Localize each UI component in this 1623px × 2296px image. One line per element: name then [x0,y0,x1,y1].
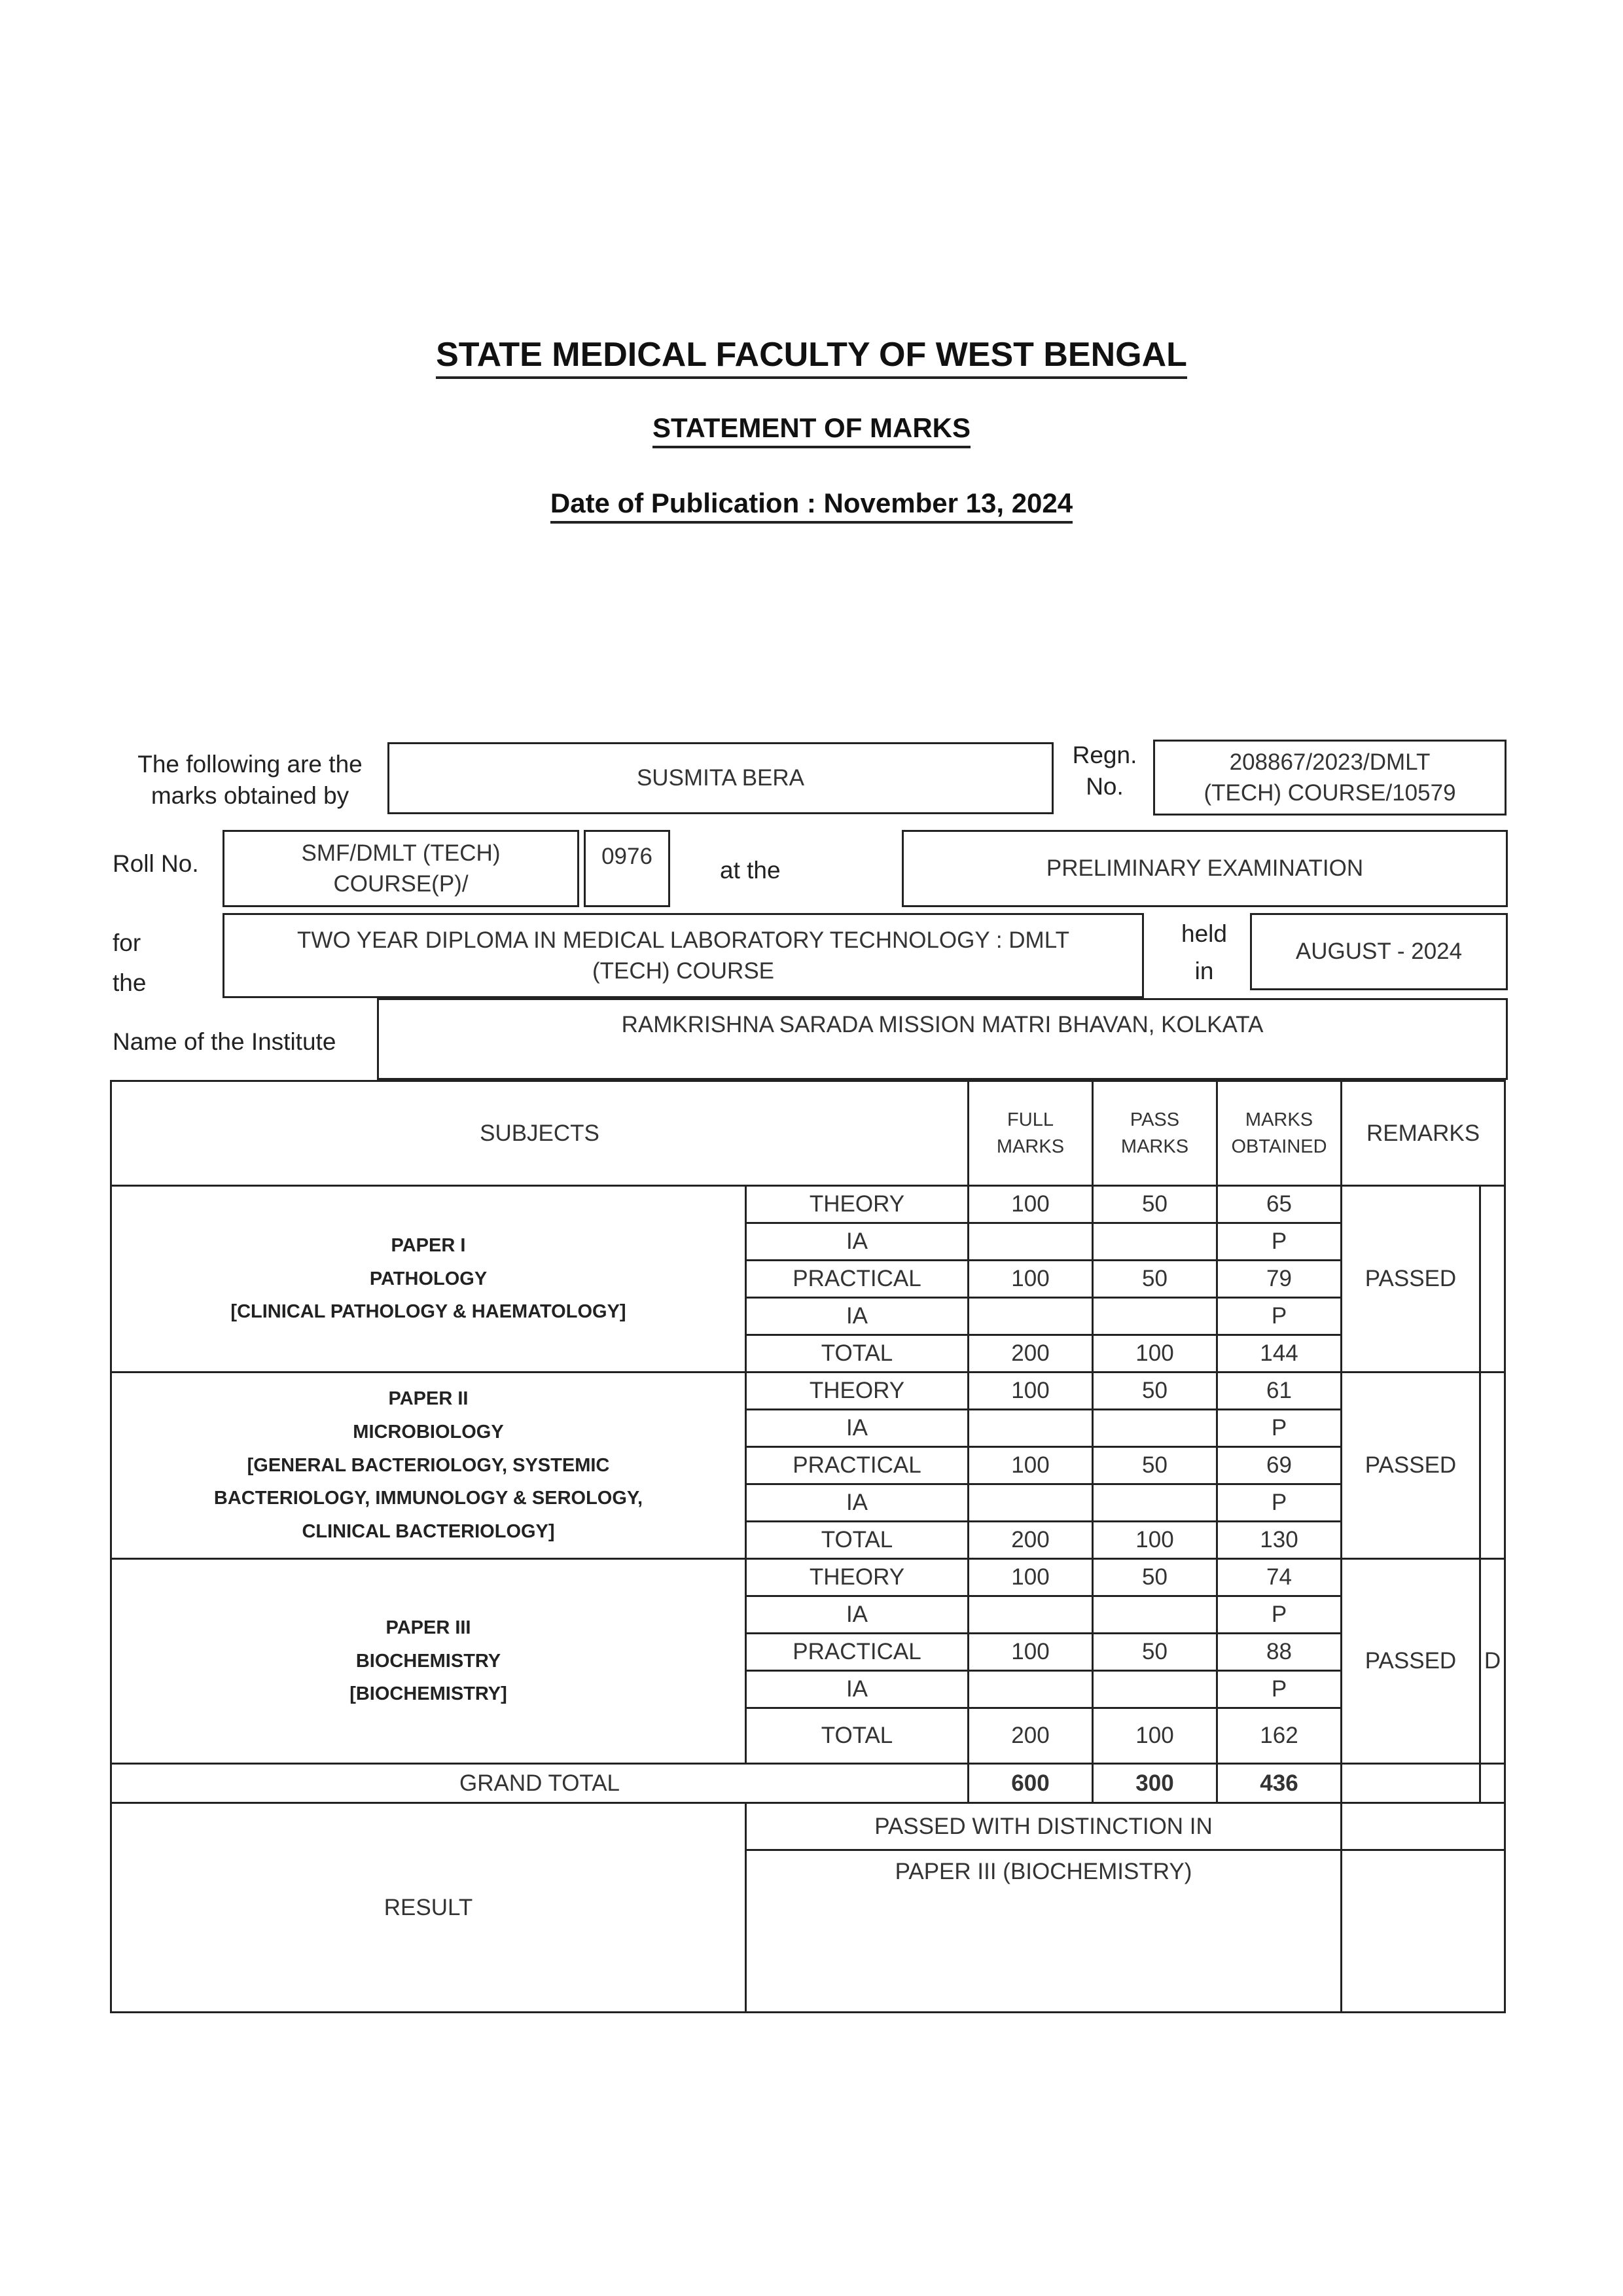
pass-marks: 50 [1093,1634,1217,1671]
pass-marks-header: PASS MARKS [1093,1081,1217,1186]
marks-obtained-label: The following are the marks obtained by [137,751,363,810]
grand-total-obtained: 436 [1217,1764,1342,1803]
full-marks-header: FULL MARKS [969,1081,1093,1186]
pass-marks: 50 [1093,1186,1217,1223]
full-marks [969,1484,1093,1522]
full-marks: 200 [969,1522,1093,1559]
marks-obtained: 79 [1217,1261,1342,1298]
institute-name: RAMKRISHNA SARADA MISSION MATRI BHAVAN, KOLKATA [377,998,1508,1080]
result-line-2: PAPER III (BIOCHEMISTRY) [746,1850,1342,2013]
pass-marks: 100 [1093,1335,1217,1372]
table-row [111,1372,1505,1410]
full-marks [969,1410,1093,1447]
component-type: THEORY [746,1186,969,1223]
marks-obtained: 144 [1217,1335,1342,1372]
marks-obtained: 61 [1217,1372,1342,1410]
full-marks: 100 [969,1634,1093,1671]
marks-obtained: P [1217,1223,1342,1261]
marks-table [110,1080,1506,2013]
marks-obtained: 69 [1217,1447,1342,1484]
table-header-row [111,1081,1505,1186]
full-marks [969,1596,1093,1634]
pass-marks: 50 [1093,1372,1217,1410]
document-subtitle: STATEMENT OF MARKS [0,412,1623,444]
component-type: PRACTICAL [746,1261,969,1298]
component-type: IA [746,1671,969,1708]
held-in-date: AUGUST - 2024 [1250,913,1508,990]
registration-number: 208867/2023/DMLT (TECH) COURSE/10579 [1153,740,1507,816]
course-name: TWO YEAR DIPLOMA IN MEDICAL LABORATORY TECHNOLOGY : DMLT (TECH) COURSE [223,913,1144,998]
full-marks: 100 [969,1447,1093,1484]
result-row [111,1803,1505,1850]
full-marks: 100 [969,1372,1093,1410]
full-marks: 100 [969,1559,1093,1596]
grand-total-full: 600 [969,1764,1093,1803]
component-type: IA [746,1596,969,1634]
pass-marks [1093,1223,1217,1261]
component-type: IA [746,1484,969,1522]
for-the-label: for the [113,929,147,997]
component-type: THEORY [746,1559,969,1596]
institute-label: Name of the Institute [113,1028,336,1055]
subjects-header: SUBJECTS [111,1081,969,1186]
full-marks: 200 [969,1335,1093,1372]
pass-marks [1093,1410,1217,1447]
component-type: THEORY [746,1372,969,1410]
examination-name: PRELIMINARY EXAMINATION [902,830,1508,907]
document-title: STATE MEDICAL FACULTY OF WEST BENGAL [0,335,1623,374]
result-blank-2 [1342,1850,1505,2013]
regn-label: Regn. No. [1072,742,1137,800]
pass-marks [1093,1596,1217,1634]
marks-obtained: 88 [1217,1634,1342,1671]
result-line-1: PASSED WITH DISTINCTION IN [746,1803,1342,1850]
pass-marks [1093,1671,1217,1708]
pass-marks: 50 [1093,1559,1217,1596]
component-type: IA [746,1298,969,1335]
full-marks [969,1298,1093,1335]
grand-total-row [111,1764,1505,1803]
paper-1-remark: PASSED [1342,1186,1480,1372]
marks-obtained: 74 [1217,1559,1342,1596]
component-type: PRACTICAL [746,1447,969,1484]
table-row [111,1186,1505,1223]
grand-total-flag [1480,1764,1505,1803]
candidate-name: SUSMITA BERA [387,742,1054,814]
table-row [111,1559,1505,1596]
grand-total-pass: 300 [1093,1764,1217,1803]
component-type: TOTAL [746,1335,969,1372]
roll-number: 0976 [584,830,670,907]
at-the-label: at the [720,857,781,884]
paper-3-remark-flag: D [1480,1559,1505,1764]
pass-marks: 100 [1093,1522,1217,1559]
marks-obtained: P [1217,1596,1342,1634]
marks-obtained: 65 [1217,1186,1342,1223]
paper-3-subject: PAPER III BIOCHEMISTRY [BIOCHEMISTRY] [111,1559,746,1764]
result-label: RESULT [111,1803,746,2013]
full-marks: 200 [969,1708,1093,1764]
roll-no-label: Roll No. [113,850,199,877]
pass-marks: 50 [1093,1447,1217,1484]
remarks-header: REMARKS [1342,1081,1505,1186]
pass-marks [1093,1298,1217,1335]
result-blank-1 [1342,1803,1505,1850]
paper-2-remark-flag [1480,1372,1505,1559]
pass-marks: 100 [1093,1708,1217,1764]
full-marks [969,1223,1093,1261]
pass-marks: 50 [1093,1261,1217,1298]
pass-marks [1093,1484,1217,1522]
marks-obtained: 130 [1217,1522,1342,1559]
component-type: IA [746,1410,969,1447]
component-type: IA [746,1223,969,1261]
publication-date: Date of Publication : November 13, 2024 [0,488,1623,519]
paper-2-remark: PASSED [1342,1372,1480,1559]
component-type: TOTAL [746,1522,969,1559]
component-type: PRACTICAL [746,1634,969,1671]
paper-1-remark-flag [1480,1186,1505,1372]
marks-obtained: P [1217,1484,1342,1522]
paper-2-subject: PAPER II MICROBIOLOGY [GENERAL BACTERIOLOGY, SYSTEMIC BACTERIOLOGY, IMMUNOLOGY & SEROLOGY, CLINICAL BACTERIOLOGY] [111,1372,746,1559]
paper-1-subject: PAPER I PATHOLOGY [CLINICAL PATHOLOGY & HAEMATOLOGY] [111,1186,746,1372]
held-in-label: held in [1181,920,1227,985]
grand-total-label: GRAND TOTAL [111,1764,969,1803]
full-marks: 100 [969,1186,1093,1223]
full-marks [969,1671,1093,1708]
marks-obtained: P [1217,1671,1342,1708]
marks-obtained: P [1217,1298,1342,1335]
roll-prefix: SMF/DMLT (TECH) COURSE(P)/ [223,830,579,907]
marks-obtained-header: MARKS OBTAINED [1217,1081,1342,1186]
marks-obtained: P [1217,1410,1342,1447]
marks-obtained: 162 [1217,1708,1342,1764]
component-type: TOTAL [746,1708,969,1764]
paper-3-remark: PASSED [1342,1559,1480,1764]
grand-total-remark [1342,1764,1480,1803]
full-marks: 100 [969,1261,1093,1298]
